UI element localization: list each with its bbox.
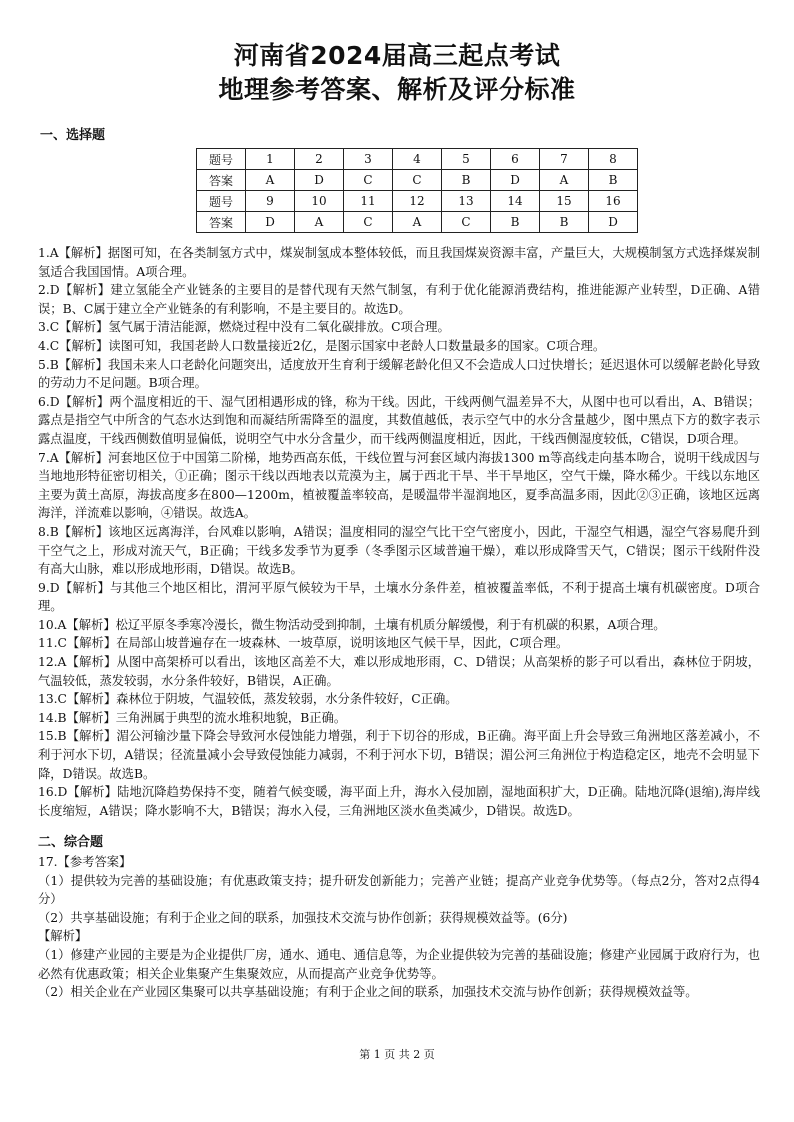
explanation-7: 7.A【解析】河套地区位于中国第二阶梯，地势西高东低，干线位置与河套区域内海拔1300 m等高线走向基本吻合，说明干线成因与当地地形特征密切相关，①正确；图示干线以西地表以荒漠为主，属于西北干旱、半干旱地区，空气干燥，降水稀少。干线以东地区主要为黄土高原，海拔高度多在800—1200m，植被覆盖率较高，是暖温带半湿润地区，夏季高温多雨，因此②③正确，该地区远离海洋，洋流难以影响，④错误。故选A。	[38, 450, 760, 521]
document-title: 河南省2024届高三起点考试	[233, 41, 561, 70]
explanation-1: 1.A【解析】据图可知，在各类制氢方式中，煤炭制氢成本整体较低，而且我国煤炭资源丰富，产量巨大，大规模制氢方式选择煤炭制氢适合我国国情。A项合理。	[38, 246, 760, 279]
table-cell: 15	[540, 191, 589, 212]
table-cell: A	[295, 212, 344, 233]
q17-answer-heading: 17.【参考答案】	[38, 855, 132, 869]
table-cell: 13	[442, 191, 491, 212]
table-cell: 12	[393, 191, 442, 212]
table-cell: 题号	[197, 149, 246, 170]
table-cell: 9	[246, 191, 295, 212]
table-cell: 2	[295, 149, 344, 170]
explanation-13: 13.C【解析】森林位于阴坡，气温较低，蒸发较弱，水分条件较好，C正确。	[38, 692, 458, 707]
table-cell: D	[491, 170, 540, 191]
document-body	[38, 244, 760, 1002]
explanation-12: 12.A【解析】从图中高架桥可以看出，该地区高差不大，难以形成地形雨，C、D错误；从高架桥的影子可以看出，森林位于阴坡，气温较低，蒸发较弱，水分条件较好，B错误，A正确。	[38, 655, 760, 688]
table-row	[197, 149, 638, 170]
document-subtitle: 地理参考答案、解析及评分标准	[218, 75, 576, 104]
table-cell: B	[491, 212, 540, 233]
table-row	[197, 191, 638, 212]
table-cell: D	[295, 170, 344, 191]
table-cell: B	[540, 212, 589, 233]
table-cell: A	[246, 170, 295, 191]
explanation-11: 11.C【解析】在局部山坡普遍存在一坡森林、一坡草原，说明该地区气候干旱，因此，C项合理。	[38, 636, 569, 651]
table-cell: A	[393, 212, 442, 233]
table-cell: D	[589, 212, 638, 233]
q17-answer-1: （1）提供较为完善的基础设施；有优惠政策支持；提升研发创新能力；完善产业链；提高产业竞争优势等。（每点2分，答对2点得4分）	[38, 873, 760, 907]
table-cell: 5	[442, 149, 491, 170]
explanation-5: 5.B【解析】我国未来人口老龄化问题突出，适度放开生育利于缓解老龄化但又不会造成人口过快增长；延迟退休可以缓解老龄化导致的劳动力不足问题。B项合理。	[38, 357, 760, 391]
section-heading-comprehensive: 二、综合题	[38, 835, 104, 851]
table-cell: C	[344, 170, 393, 191]
table-cell: 11	[344, 191, 393, 212]
q17-analysis-1: （1）修建产业园的主要是为企业提供厂房，通水、通电、通信息等，为企业提供较为完善的基础设施；修建产业园属于政府行为，也必然有优惠政策；相关企业集聚产生集聚效应，从而提高产业竞争优势等。	[38, 947, 760, 981]
table-cell: 答案	[197, 170, 246, 191]
table-cell: 3	[344, 149, 393, 170]
explanation-16: 16.D【解析】陆地沉降趋势保持不变，随着气候变暖，海平面上升，海水入侵加剧，湿地面积扩大，D正确。陆地沉降(退缩),海岸线长度缩短，A错误；降水影响不大，B错误；海水入侵，三角洲地区淡水鱼类减少，D错误。故选D。	[38, 785, 760, 818]
table-cell: B	[442, 170, 491, 191]
table-cell: 4	[393, 149, 442, 170]
table-cell: C	[344, 212, 393, 233]
answer-table	[196, 148, 638, 233]
table-cell: C	[393, 170, 442, 191]
q17-analysis-2: （2）相关企业在产业园区集聚可以共享基础设施；有利于企业之间的联系，加强技术交流与协作创新；获得规模效益等。	[38, 985, 698, 1000]
explanation-4: 4.C【解析】读图可知，我国老龄人口数量接近2亿，是图示国家中老龄人口数量最多的国家。C项合理。	[38, 338, 606, 353]
explanation-8: 8.B【解析】该地区远离海洋，台风难以影响，A错误；温度相同的湿空气比干空气密度小，因此，干湿空气相遇，湿空气容易爬升到干空气之上，形成对流天气，B正确；干线多发季节为夏季（冬季图示区域普遍干燥），难以形成降雪天气，C错误；图示干线附件没有高大山脉，难以形成地形雨，D错误。故选B。	[38, 524, 760, 577]
explanation-6: 6.D【解析】两个温度相近的干、湿气团相遇形成的锋，称为干线。因此，干线两侧气温差异不大，从图中也可以看出，A、B错误；露点是指空气中所含的气态水达到饱和而凝结所需降至的温度，其数值越低，表示空气中的水分含量越少，图中黑点下方的数字表示露点温度，干线西侧数值明显偏低，说明空气中水分含量少，而干线两侧温度相近，因此，干线西侧湿度较低，C错误，D项合理。	[38, 394, 760, 446]
table-cell: 16	[589, 191, 638, 212]
section-heading-choice: 一、选择题	[40, 128, 106, 143]
table-cell: 答案	[197, 212, 246, 233]
explanation-2: 2.D【解析】建立氢能全产业链条的主要目的是替代现有天然气制氢，有利于优化能源消费结构，推进能源产业转型，D正确、A错误；B、C属于建立全产业链条的有利影响，不是主要目的。故选D。	[38, 283, 760, 316]
table-cell: C	[442, 212, 491, 233]
table-cell: 题号	[197, 191, 246, 212]
page-number: 第 1 页 共 2 页	[359, 1048, 435, 1061]
table-cell: 6	[491, 149, 540, 170]
q17-analysis-heading: 【解析】	[38, 929, 88, 944]
table-cell: 7	[540, 149, 589, 170]
explanation-3: 3.C【解析】氢气属于清洁能源，燃烧过程中没有二氧化碳排放。C项合理。	[38, 320, 450, 335]
explanation-10: 10.A【解析】松辽平原冬季寒冷漫长，微生物活动受到抑制，土壤有机质分解缓慢，利于有机碳的积累，A项合理。	[38, 617, 666, 632]
table-cell: D	[246, 212, 295, 233]
table-row	[197, 212, 638, 233]
explanation-9: 9.D【解析】与其他三个地区相比，渭河平原气候较为干旱，土壤水分条件差，植被覆盖率低，不利于提高土壤有机碳密度。D项合理。	[38, 580, 760, 614]
table-cell: A	[540, 170, 589, 191]
table-cell: B	[589, 170, 638, 191]
table-cell: 1	[246, 149, 295, 170]
explanation-14: 14.B【解析】三角洲属于典型的流水堆积地貌，B正确。	[38, 710, 347, 725]
table-cell: 10	[295, 191, 344, 212]
table-cell: 8	[589, 149, 638, 170]
table-row	[197, 170, 638, 191]
table-cell: 14	[491, 191, 540, 212]
explanation-15: 15.B【解析】湄公河输沙量下降会导致河水侵蚀能力增强，利于下切谷的形成，B正确。海平面上升会导致三角洲地区落差减小，不利于河水下切，A错误；径流量减小会导致侵蚀能力减弱，不利于河水下切，B错误；湄公河三角洲位于构造稳定区，地壳不会明显下降，D错误。故选B。	[38, 729, 760, 781]
q17-answer-2: （2）共享基础设施；有利于企业之间的联系，加强技术交流与协作创新；获得规模效益等。(6分)	[38, 910, 568, 925]
